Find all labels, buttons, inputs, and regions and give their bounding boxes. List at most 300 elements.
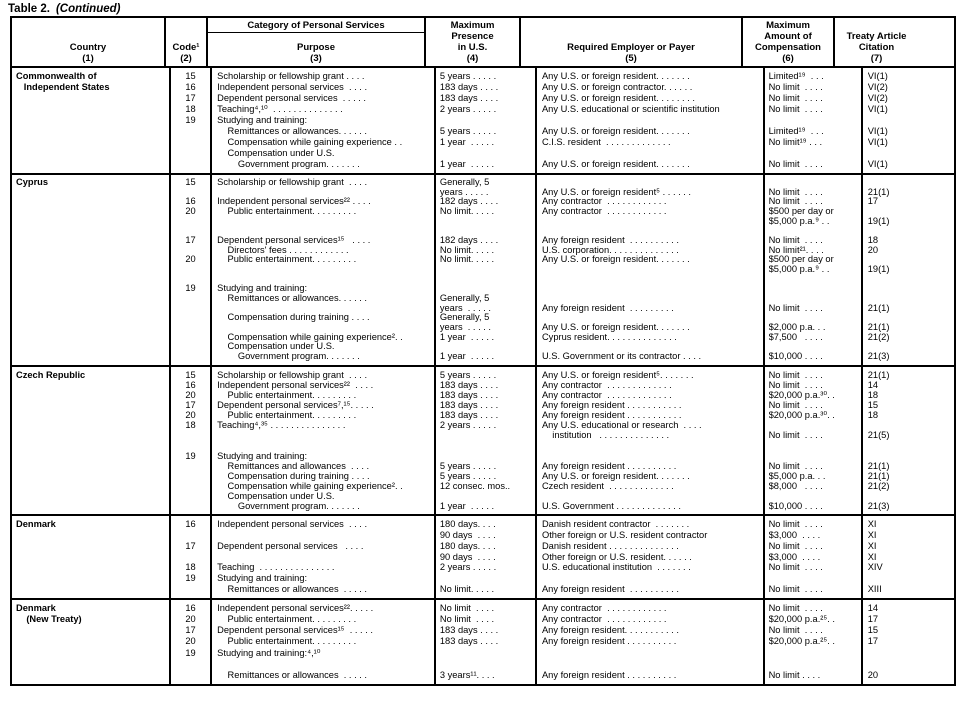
- cell-citation: 14: [867, 603, 879, 613]
- treaty-table: [10, 16, 956, 686]
- cell-country-column: [12, 175, 171, 365]
- cell-purpose: [217, 217, 434, 227]
- cell-code: [171, 265, 210, 275]
- cell-citation: VI(1): [867, 104, 888, 114]
- cell-presence: Generally, 5: [439, 294, 490, 304]
- cell-payer: Any U.S. or foreign resident. . . . . . .: [541, 255, 690, 265]
- cell-citation: 21(5): [867, 430, 890, 441]
- cell-amount: No limit . . . .: [768, 159, 823, 169]
- cell-presence: [440, 115, 535, 126]
- cell-citation: XI: [867, 519, 877, 529]
- cell-amount: No limit . . . .: [768, 430, 823, 441]
- cell-amount: $10,000 . . . .: [768, 352, 823, 362]
- cell-amount: [769, 451, 861, 461]
- cell-presence: No limit. . . . .: [439, 584, 495, 595]
- cell-presence: 1 year . . . . .: [439, 137, 495, 147]
- cell-citation: [868, 573, 954, 584]
- cell-citation: 21(2): [867, 332, 890, 342]
- cell-code: 16: [185, 603, 196, 613]
- cell-purpose: Public entertainment. . . . . . . . .: [217, 410, 357, 421]
- cell-presence: 12 consec. mos..: [439, 480, 511, 491]
- cell-code: 20: [185, 390, 196, 401]
- cell-presence: No limit . . . .: [439, 614, 495, 625]
- cell-amount: [769, 440, 861, 450]
- cell-citation: 21(1): [867, 323, 890, 333]
- cell-purpose: Remittances or allowances . . . . .: [217, 669, 368, 680]
- cell-purpose: Dependent personal services . . . .: [217, 540, 364, 551]
- cell-purpose: Independent personal services²² . . . .: [217, 197, 371, 207]
- cell-code: 16: [185, 82, 196, 92]
- cell-purpose: [217, 440, 434, 450]
- cell-purpose: [217, 659, 434, 670]
- cell-purpose: Remittances or allowances. . . . . .: [217, 126, 368, 136]
- cell-amount: $20,000 p.a.³⁰. .: [768, 390, 835, 401]
- cell-amount: $5,000 p.a.⁹ . .: [768, 265, 830, 275]
- cell-payer: U.S. Government . . . . . . . . . . . . .: [541, 500, 681, 511]
- cell-purpose: Compensation during training . . . .: [217, 313, 370, 323]
- cell-presence: 1 year . . . . .: [439, 500, 495, 511]
- cell-presence: [440, 659, 535, 670]
- cell-amount: No limit . . . .: [768, 104, 823, 114]
- cell-amount: $7,500 . . . .: [768, 332, 823, 342]
- cell-code: 18: [185, 562, 196, 573]
- cell-citation: [868, 313, 954, 323]
- cell-presence: [440, 275, 535, 285]
- cell-code: [171, 501, 210, 511]
- cell-amount-column: [765, 600, 863, 684]
- cell-payer: Any contractor . . . . . . . . . . . . .: [541, 380, 672, 391]
- cell-payer-column: [537, 367, 765, 514]
- cell-citation: [868, 115, 954, 126]
- cell-code: [171, 188, 210, 198]
- cell-purpose: Compensation under U.S.: [217, 342, 335, 352]
- cell-code: [171, 217, 210, 227]
- cell-code: 19: [185, 647, 196, 658]
- cell-citation: VI(1): [867, 137, 888, 147]
- cell-presence: [440, 451, 535, 461]
- cell-amount: No limit . . . .: [768, 584, 823, 595]
- table-title-prefix: Table 2.: [8, 3, 50, 15]
- cell-code: 19: [185, 573, 196, 584]
- cell-presence: 1 year . . . . .: [439, 352, 495, 362]
- cell-amount-column: [765, 367, 863, 514]
- cell-payer: Any foreign resident. . . . . . . . . . .: [541, 625, 679, 636]
- cell-country-column: [12, 600, 171, 684]
- cell-amount: [769, 659, 861, 670]
- cell-code-column: [171, 68, 212, 173]
- cell-citation: VI(1): [867, 71, 888, 81]
- cell-payer: Any U.S. or foreign resident⁵ . . . . . .: [541, 187, 692, 197]
- cell-presence: 183 days . . . .: [439, 410, 499, 421]
- cell-presence: [440, 573, 535, 584]
- header-category-of-personal-services: Category of Personal Services: [208, 18, 424, 33]
- cell-purpose: Remittances or allowances. . . . . .: [217, 294, 368, 304]
- cell-amount: $8,000 . . . .: [768, 480, 823, 491]
- cell-purpose: Teaching⁴,³⁵ . . . . . . . . . . . . . . .: [217, 420, 346, 431]
- cell-payer: Any foreign resident . . . . . . . . . .: [541, 584, 679, 595]
- cell-code: 19: [185, 115, 196, 125]
- cell-payer: Any contractor . . . . . . . . . . . . .: [541, 390, 672, 401]
- cell-payer: Any U.S. or foreign resident. . . . . . .: [541, 323, 690, 333]
- cell-payer-column: [537, 175, 765, 365]
- cell-purpose: [217, 275, 434, 285]
- cell-payer: [542, 265, 763, 275]
- cell-code: [171, 352, 210, 362]
- cell-code: 15: [185, 370, 196, 380]
- cell-citation: VI(1): [867, 159, 888, 169]
- cell-citation: [868, 148, 954, 159]
- cell-payer: Other foreign or U.S. resident. . . . . .: [541, 551, 692, 562]
- cell-purpose: Dependent personal services¹⁵ . . . .: [217, 236, 371, 246]
- cell-presence: 1 year . . . . .: [439, 332, 495, 342]
- cell-purpose: [217, 265, 434, 275]
- cell-purpose: Public entertainment. . . . . . . . .: [217, 207, 357, 217]
- cell-payer: U.S. Government or its contractor . . . .: [541, 352, 702, 362]
- cell-country: Cyprus: [16, 178, 49, 187]
- cell-amount: [769, 294, 861, 304]
- cell-citation: 19(1): [867, 216, 890, 226]
- cell-presence: 90 days . . . .: [439, 551, 496, 562]
- cell-presence: [440, 491, 535, 501]
- cell-payer: C.I.S. resident . . . . . . . . . . . . .: [541, 137, 671, 147]
- cell-presence: [440, 226, 535, 236]
- cell-code: 16: [185, 197, 196, 207]
- table-body: [12, 68, 954, 684]
- cell-code: [171, 491, 210, 501]
- cell-presence-column: [436, 367, 537, 514]
- cell-payer: Any U.S. or foreign resident⁵. . . . . . .: [541, 370, 694, 380]
- cell-payer: [542, 313, 763, 323]
- cell-citation: XIII: [867, 584, 882, 595]
- cell-code: [171, 226, 210, 236]
- cell-purpose: Scholarship or fellowship grant . . . .: [217, 370, 368, 380]
- cell-payer: [542, 178, 763, 188]
- cell-citation: VI(1): [867, 126, 888, 136]
- cell-code-column: [171, 175, 212, 365]
- cell-presence: 5 years . . . . .: [439, 470, 497, 481]
- cell-payer: [542, 226, 763, 236]
- cell-payer: [542, 440, 763, 450]
- cell-amount: $500 per day or: [768, 255, 834, 265]
- cell-presence: 180 days. . . .: [439, 519, 496, 529]
- cell-amount: $20,000 p.a.²⁵. .: [768, 636, 835, 647]
- cell-code: [171, 471, 210, 481]
- cell-purpose: Studying and training:: [217, 573, 308, 584]
- cell-citation: [868, 420, 954, 430]
- cell-code: 17: [185, 625, 196, 636]
- cell-country: Commonwealth of: [16, 71, 97, 81]
- cell-payer: [542, 659, 763, 670]
- cell-purpose: Independent personal services²². . . . .: [217, 603, 374, 613]
- table-title: [8, 3, 120, 15]
- cell-payer-column: [537, 68, 765, 173]
- cell-payer: [542, 491, 763, 501]
- cell-amount: $5,000 p.a. . .: [768, 470, 826, 481]
- cell-amount: $20,000 p.a.²⁵. .: [768, 614, 835, 625]
- cell-country: Denmark: [16, 519, 56, 529]
- cell-citation-column: [863, 600, 954, 684]
- cell-amount: $500 per day or: [768, 207, 834, 217]
- cell-purpose: Public entertainment. . . . . . . . .: [217, 614, 357, 625]
- cell-citation: 14: [867, 380, 879, 391]
- cell-payer: [542, 573, 763, 584]
- cell-presence: 5 years . . . . .: [439, 370, 497, 380]
- cell-citation: XI: [867, 540, 877, 551]
- cell-code: [171, 530, 210, 541]
- header-treaty-citation: Treaty Article Citation (7): [846, 31, 907, 64]
- cell-amount: $3,000 . . . .: [768, 551, 821, 562]
- cell-purpose: Public entertainment. . . . . . . . .: [217, 390, 357, 401]
- cell-amount: No limit . . . .: [768, 197, 823, 207]
- cell-amount: [769, 573, 861, 584]
- cell-payer: [542, 148, 763, 159]
- header-employer-payer: Required Employer or Payer (5): [521, 18, 743, 66]
- cell-citation: 20: [867, 245, 879, 255]
- cell-citation: 15: [867, 400, 879, 411]
- cell-presence-column: [436, 600, 537, 684]
- cell-code: [171, 246, 210, 256]
- cell-country: (New Treaty): [16, 614, 82, 625]
- cell-citation: 20: [867, 669, 879, 680]
- cell-code: 18: [185, 420, 196, 431]
- cell-citation-column: [863, 68, 954, 173]
- header-max-compensation: Maximum Amount of Compensation (6): [743, 18, 835, 66]
- cell-citation: [868, 207, 954, 217]
- cell-amount: $20,000 p.a.³⁰. .: [768, 410, 835, 421]
- cell-payer: Any U.S. or foreign contractor. . . . . .: [541, 82, 693, 92]
- cell-country-column: [12, 516, 171, 598]
- cell-payer: Danish resident . . . . . . . . . . . . . .: [541, 540, 679, 551]
- cell-amount: No limit . . . .: [768, 93, 823, 103]
- cell-payer: Any foreign resident . . . . . . . . . .: [541, 460, 677, 471]
- cell-code: [171, 552, 210, 563]
- cell-purpose: [217, 323, 434, 333]
- cell-presence: [440, 284, 535, 294]
- country-block: [12, 600, 954, 684]
- cell-citation: XIV: [867, 562, 883, 573]
- cell-purpose: Government program. . . . . . .: [217, 159, 360, 169]
- cell-presence: 3 years¹¹. . . .: [439, 669, 495, 680]
- cell-code: 15: [185, 71, 196, 81]
- cell-presence: [440, 265, 535, 275]
- cell-code: 20: [185, 410, 196, 421]
- cell-code: [171, 275, 210, 285]
- cell-citation-column: [863, 175, 954, 365]
- cell-code: [171, 440, 210, 450]
- cell-country: Independent States: [16, 82, 110, 92]
- cell-payer: Any foreign resident . . . . . . . . . .: [541, 669, 677, 680]
- cell-code: [171, 481, 210, 491]
- cell-presence: 182 days . . . .: [439, 236, 499, 246]
- cell-payer: Other foreign or U.S. resident contractor: [541, 529, 708, 540]
- cell-amount: No limit . . . .: [768, 603, 823, 613]
- cell-payer: [542, 294, 763, 304]
- cell-purpose: Public entertainment. . . . . . . . .: [217, 255, 357, 265]
- cell-citation: 17: [867, 197, 879, 207]
- cell-citation: 18: [867, 236, 879, 246]
- cell-presence: 183 days . . . .: [439, 82, 499, 92]
- cell-presence: 183 days . . . .: [439, 400, 499, 411]
- cell-presence: [440, 342, 535, 352]
- header-max-presence: Maximum Presence in U.S. (4): [426, 18, 521, 66]
- cell-payer: Any foreign resident . . . . . . . . . .: [541, 636, 677, 647]
- cell-presence-column: [436, 516, 537, 598]
- cell-code: 20: [185, 207, 196, 217]
- cell-purpose-column: [212, 516, 436, 598]
- cell-presence: No limit. . . . .: [439, 245, 495, 255]
- cell-payer: U.S. corporation. . . . . . . . . . . . . .: [541, 245, 679, 255]
- cell-presence: [440, 148, 535, 159]
- cell-purpose: [217, 188, 434, 198]
- cell-code: 17: [185, 540, 196, 551]
- cell-purpose: Studying and training:⁴,¹⁰: [217, 647, 321, 658]
- cell-code-column: [171, 600, 212, 684]
- cell-citation: 21(1): [867, 460, 890, 471]
- cell-purpose: Teaching . . . . . . . . . . . . . . .: [217, 562, 335, 573]
- cell-code: [171, 323, 210, 333]
- cell-purpose: Government program. . . . . . .: [217, 352, 360, 362]
- cell-presence: No limit. . . . .: [439, 207, 495, 217]
- cell-citation: 17: [867, 614, 879, 625]
- cell-presence: [440, 648, 535, 659]
- cell-payer: Any foreign resident . . . . . . . . . . .: [541, 410, 682, 421]
- cell-presence: years . . . . .: [439, 187, 489, 197]
- cell-payer: [542, 648, 763, 659]
- cell-citation: 21(3): [867, 500, 890, 511]
- cell-country-column: [12, 367, 171, 514]
- header-purpose: Category of Personal Services Purpose (3): [208, 18, 426, 66]
- cell-code: 17: [185, 400, 196, 411]
- cell-code: [171, 430, 210, 440]
- cell-citation: [868, 178, 954, 188]
- cell-citation-column: [863, 516, 954, 598]
- cell-citation: [868, 294, 954, 304]
- cell-presence: 180 days. . . .: [439, 540, 496, 551]
- cell-purpose: Remittances or allowances . . . . .: [217, 584, 368, 595]
- cell-amount: [769, 275, 861, 285]
- cell-purpose: Dependent personal services⁷,¹⁵. . . . .: [217, 400, 374, 411]
- cell-amount: Limited¹⁹ . . .: [768, 71, 824, 81]
- cell-payer: [542, 115, 763, 126]
- cell-citation-column: [863, 367, 954, 514]
- cell-purpose: [217, 530, 434, 541]
- cell-amount: No limit¹⁹ . . .: [768, 137, 823, 147]
- cell-citation: 18: [867, 410, 879, 421]
- cell-code: 17: [185, 93, 196, 103]
- cell-payer: [542, 275, 763, 285]
- header-code: Code¹ (2): [166, 18, 208, 66]
- cell-presence: Generally, 5: [439, 178, 490, 187]
- cell-amount: No limit . . . .: [768, 669, 821, 680]
- cell-amount: [769, 148, 861, 159]
- cell-purpose: Dependent personal services¹⁵ . . . . .: [217, 625, 373, 636]
- cell-code: [171, 148, 210, 159]
- cell-payer: [542, 451, 763, 461]
- cell-presence: [440, 430, 535, 440]
- cell-citation: [868, 275, 954, 285]
- cell-code: 15: [185, 178, 196, 187]
- cell-citation: 21(1): [867, 370, 890, 380]
- cell-amount: No limit²¹. . . .: [768, 245, 824, 255]
- cell-purpose: Independent personal services . . . .: [217, 82, 368, 92]
- cell-purpose: Compensation while gaining experience². .: [217, 480, 403, 491]
- cell-presence: 183 days . . . .: [439, 380, 499, 391]
- cell-code: [171, 659, 210, 670]
- cell-citation: VI(2): [867, 93, 888, 103]
- cell-payer: [542, 342, 763, 352]
- cell-purpose: Studying and training:: [217, 450, 308, 461]
- cell-presence: 183 days . . . .: [439, 625, 499, 636]
- cell-code: [171, 342, 210, 352]
- cell-citation: 15: [867, 625, 879, 636]
- cell-code: [171, 313, 210, 323]
- cell-citation: 21(1): [867, 187, 890, 197]
- cell-amount: No limit . . . .: [768, 400, 823, 411]
- cell-payer: Any contractor . . . . . . . . . . . .: [541, 207, 667, 217]
- cell-presence: years . . . . .: [439, 323, 492, 333]
- cell-presence: 5 years . . . . .: [439, 460, 497, 471]
- cell-amount: No limit . . . .: [768, 303, 823, 313]
- cell-payer: Any foreign resident . . . . . . . . .: [541, 303, 674, 313]
- cell-amount: [769, 226, 861, 236]
- cell-code: [171, 584, 210, 595]
- cell-citation: [868, 255, 954, 265]
- cell-presence: No limit. . . . .: [439, 255, 495, 265]
- cell-amount: No limit . . . .: [768, 370, 823, 380]
- cell-code: [171, 670, 210, 681]
- cell-code: [171, 126, 210, 137]
- cell-purpose: Compensation under U.S.: [217, 148, 335, 158]
- cell-payer: [542, 284, 763, 294]
- cell-amount: No limit . . . .: [768, 625, 823, 636]
- cell-presence: 5 years . . . . .: [439, 71, 497, 81]
- cell-code: [171, 159, 210, 170]
- cell-code: 19: [185, 284, 196, 294]
- cell-code-column: [171, 516, 212, 598]
- cell-purpose-column: [212, 367, 436, 514]
- cell-purpose: Independent personal services²² . . . .: [217, 380, 374, 391]
- country-block: [12, 367, 954, 516]
- cell-purpose-column: [212, 600, 436, 684]
- cell-payer: Cyprus resident. . . . . . . . . . . . . .: [541, 332, 677, 342]
- cell-presence-column: [436, 175, 537, 365]
- cell-presence: [440, 440, 535, 450]
- cell-citation: [868, 440, 954, 450]
- cell-amount: Limited¹⁹ . . .: [768, 126, 824, 136]
- cell-presence: 183 days . . . .: [439, 390, 499, 401]
- cell-amount: $10,000 . . . .: [768, 500, 823, 511]
- cell-payer: Any foreign resident . . . . . . . . . .: [541, 236, 679, 246]
- cell-purpose: Remittances and allowances . . . .: [217, 460, 370, 471]
- cell-presence-column: [436, 68, 537, 173]
- cell-presence: years . . . . .: [439, 303, 492, 313]
- cell-purpose: Compensation while gaining experience². .: [217, 332, 403, 342]
- cell-payer: Danish resident contractor . . . . . . .: [541, 519, 690, 529]
- cell-code: 20: [185, 636, 196, 647]
- cell-amount: [769, 284, 861, 294]
- cell-purpose: Scholarship or fellowship grant . . . .: [217, 71, 365, 81]
- cell-citation: 21(3): [867, 352, 890, 362]
- cell-amount-column: [765, 516, 863, 598]
- cell-payer: Any U.S. or foreign resident. . . . . . .: [541, 159, 690, 169]
- cell-payer: Any foreign resident . . . . . . . . . . .: [541, 400, 682, 411]
- cell-citation: [868, 226, 954, 236]
- cell-payer: Any U.S. or foreign resident. . . . . . .: [541, 126, 690, 136]
- cell-amount: [769, 313, 861, 323]
- cell-amount: No limit . . . .: [768, 187, 823, 197]
- cell-presence: 2 years . . . . .: [439, 420, 497, 431]
- cell-payer: Any contractor . . . . . . . . . . . .: [541, 197, 667, 207]
